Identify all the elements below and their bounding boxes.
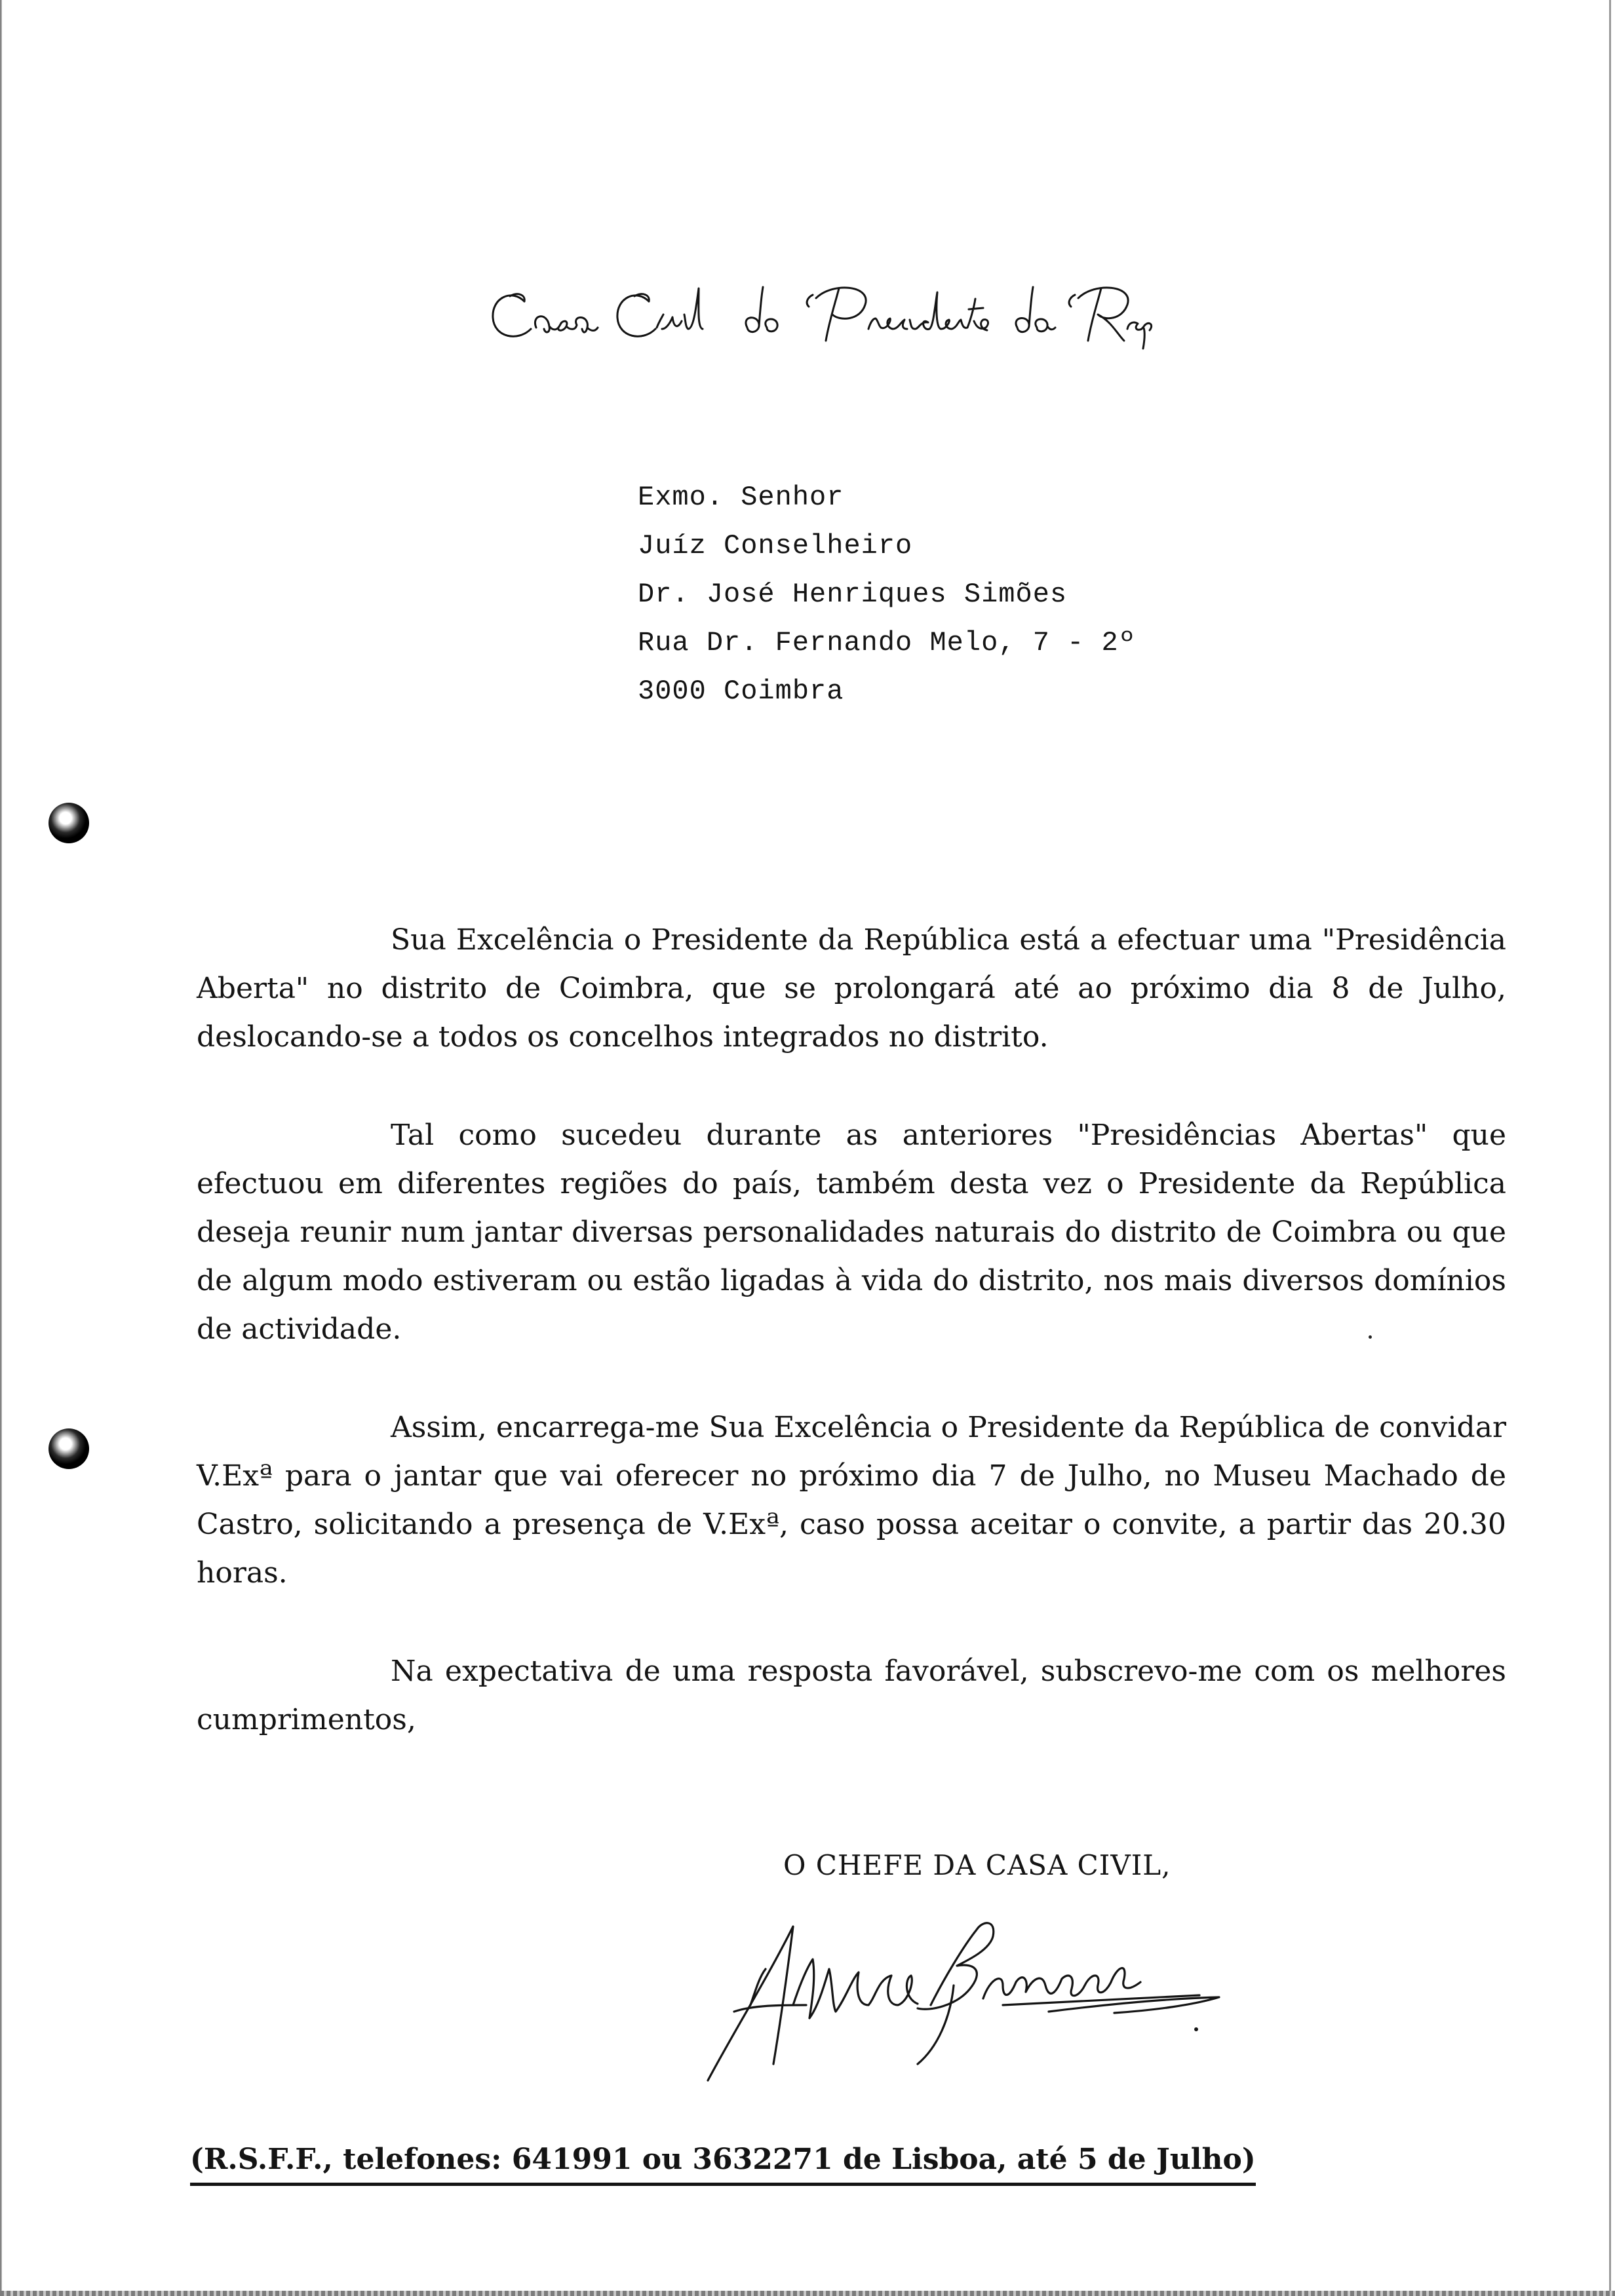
letter-body [197, 916, 1506, 1794]
punch-hole-upper [49, 803, 89, 843]
page-bottom-edge [0, 2291, 1615, 2296]
body-paragraph: Sua Excelência o Presidente da República está a efectuar uma "Presidência Aberta" no distrito de Coimbra, que se prolongará até ao próximo dia 8 de Julho, deslocando-se a todos os concelhos integrados no distrito. [197, 923, 1506, 1054]
body-paragraph: Na expectativa de uma resposta favorável, subscrevo-me com os melhores cumprimentos, [197, 1655, 1506, 1736]
recipient-line-street: Rua Dr. Fernando Melo, 7 - 2º [638, 627, 1136, 659]
body-paragraph: Tal como sucedeu durante as anteriores "Presidências Abertas" que efectuou em diferentes regiões do país, também desta vez o Presidente da República deseja reunir num jantar diversas personalidades naturais do distrito de Coimbra ou que de algum modo estiveram ou estão ligadas à vida do distrito, nos mais diversos domínios de actividade. [197, 1119, 1506, 1346]
recipient-line-title: Juíz Conselheiro [638, 530, 913, 562]
punch-hole-lower [49, 1428, 89, 1469]
recipient-line-name: Dr. José Henriques Simões [638, 579, 1068, 610]
page-right-edge [1609, 0, 1611, 2296]
letterhead-script-title [485, 269, 1160, 360]
ink-speck [1369, 1335, 1372, 1339]
handwritten-signature [695, 1907, 1285, 2090]
closing-title: O CHEFE DA CASA CIVIL, [783, 1849, 1171, 1881]
recipient-line-salutation: Exmo. Senhor [638, 482, 844, 513]
body-paragraph: Assim, encarrega-me Sua Excelência o Presidente da República de convidar V.Exª para o jantar que vai oferecer no próximo dia 7 de Julho, no Museu Machado de Castro, solicitando a presença de V.Exª, caso possa aceitar o convite, a partir das 20.30 horas. [197, 1411, 1506, 1590]
page-left-edge [0, 0, 2, 2296]
recipient-line-city: 3000 Coimbra [638, 676, 844, 707]
footer-contact-note: (R.S.F.F., telefones: 641991 ou 3632271 de Lisboa, até 5 de Julho) [190, 2143, 1256, 2186]
recipient-address [638, 473, 1136, 716]
